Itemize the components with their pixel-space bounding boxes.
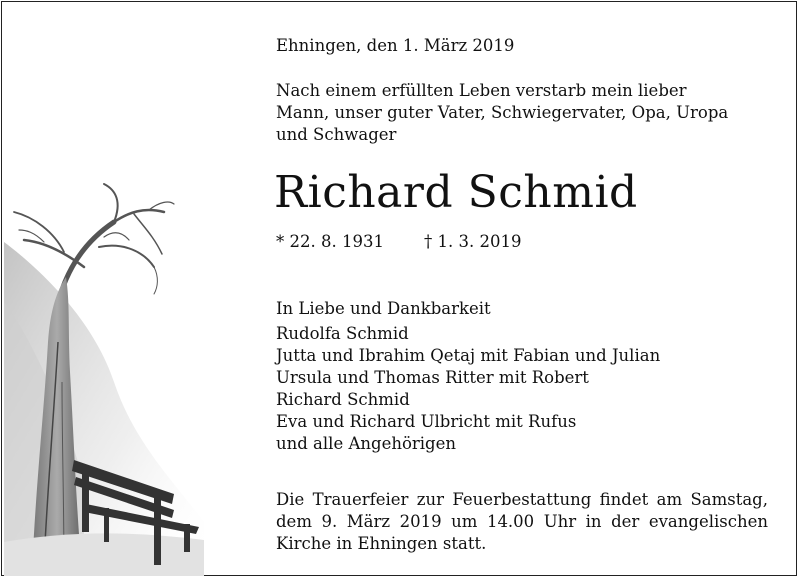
intro-text bbox=[276, 80, 776, 146]
service-announcement bbox=[276, 489, 768, 555]
intro-line: Mann, unser guter Vater, Schwiegervater, Opa, Uropa bbox=[276, 103, 729, 122]
thanks-line: In Liebe und Dankbarkeit bbox=[276, 299, 491, 318]
service-line: dem 9. März 2019 um 14.00 Uhr in der evangelischen bbox=[276, 512, 768, 531]
list-item: Richard Schmid bbox=[276, 390, 410, 409]
list-item: Eva und Richard Ulbricht mit Rufus bbox=[276, 412, 577, 431]
life-dates bbox=[276, 231, 522, 253]
service-line: Kirche in Ehningen statt. bbox=[276, 534, 487, 553]
deceased-name: Richard Schmid bbox=[274, 167, 638, 218]
intro-line: und Schwager bbox=[276, 125, 397, 144]
obituary-frame bbox=[1, 1, 797, 576]
death-date: † 1. 3. 2019 bbox=[424, 232, 522, 251]
birth-date: * 22. 8. 1931 bbox=[276, 232, 384, 251]
list-item: Rudolfa Schmid bbox=[276, 324, 409, 343]
tree-bench-illustration bbox=[4, 182, 269, 576]
place-date: Ehningen, den 1. März 2019 bbox=[276, 36, 515, 55]
mourners-list bbox=[276, 323, 660, 455]
list-item: Ursula und Thomas Ritter mit Robert bbox=[276, 368, 589, 387]
intro-line: Nach einem erfüllten Leben verstarb mein lieber bbox=[276, 81, 687, 100]
list-item: und alle Angehörigen bbox=[276, 434, 457, 453]
service-line: Die Trauerfeier zur Feuerbestattung findet am Samstag, bbox=[276, 490, 768, 509]
list-item: Jutta und Ibrahim Qetaj mit Fabian und Julian bbox=[276, 346, 661, 365]
